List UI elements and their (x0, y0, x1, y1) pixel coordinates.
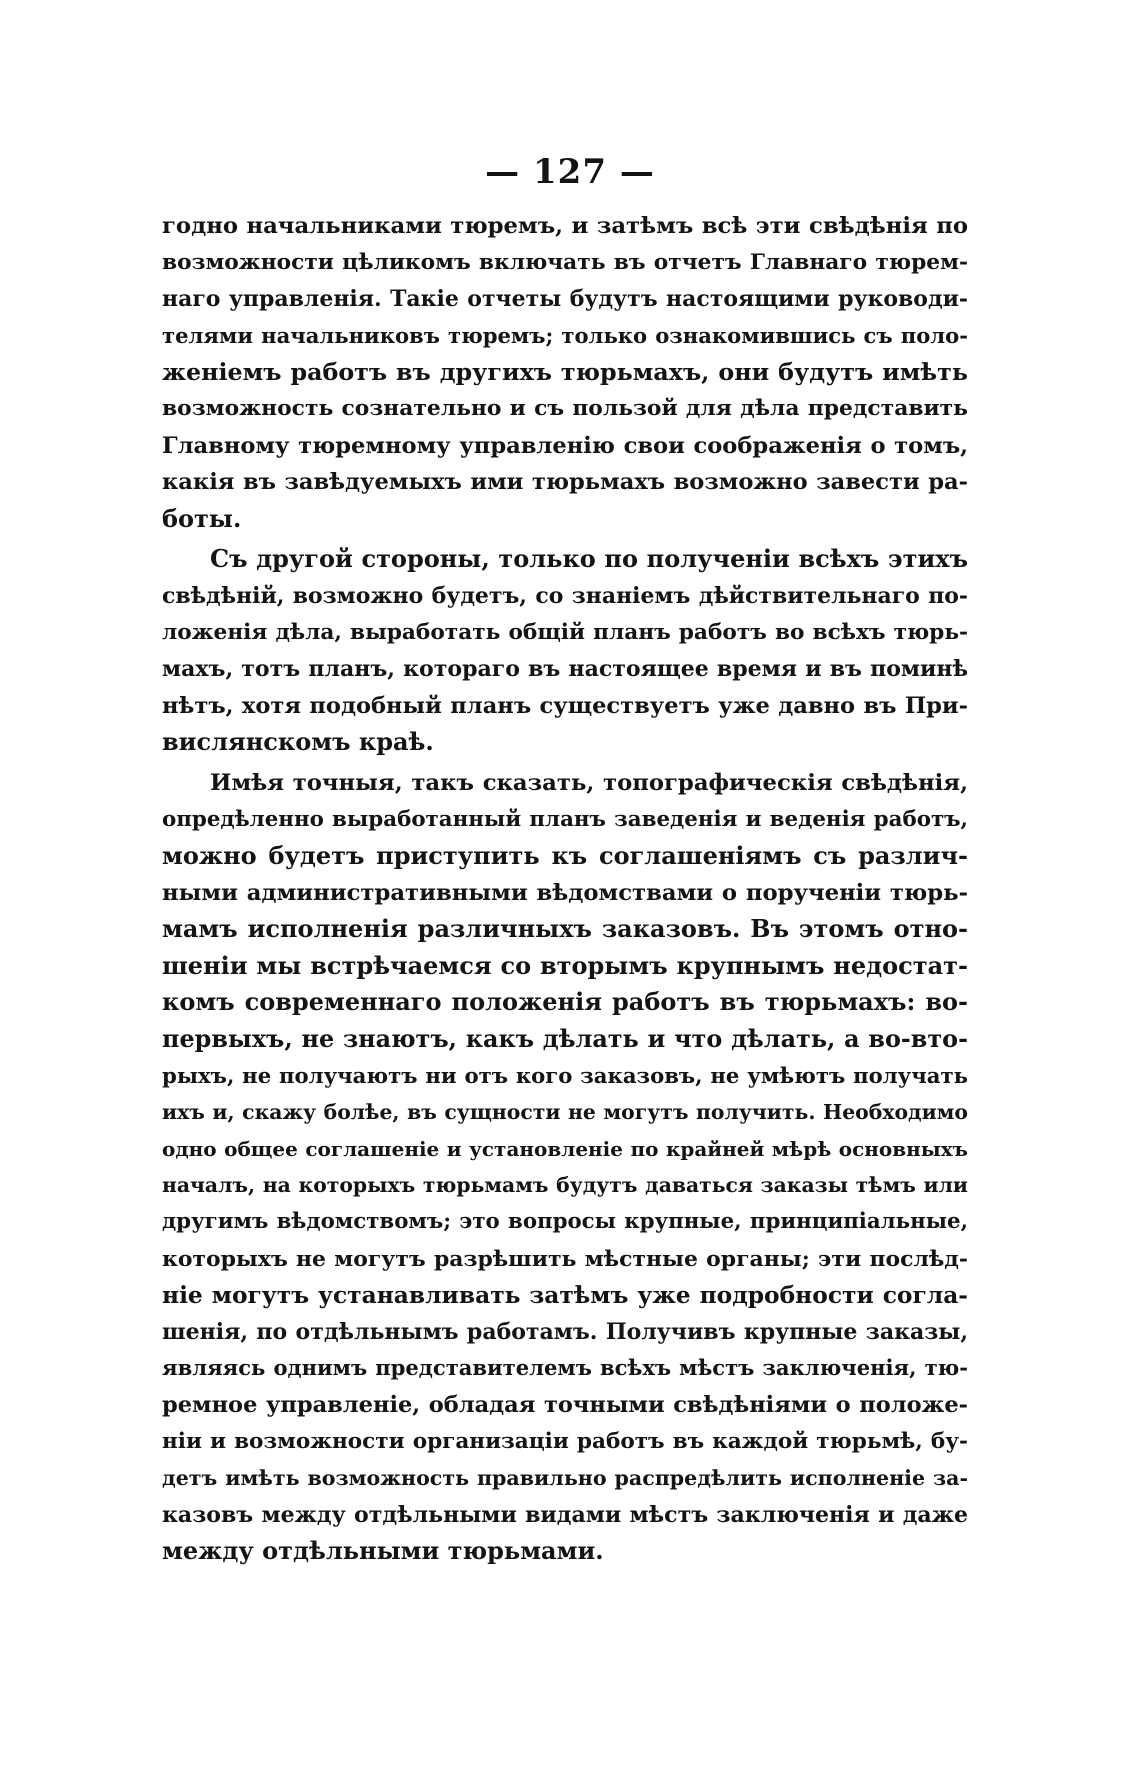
body-text (162, 208, 968, 1570)
text-line: шенія, по отдѣльнымъ работамъ. Получивъ крупные заказы, (162, 1318, 968, 1345)
text-line: женіемъ работъ въ другихъ тюрьмахъ, они будутъ имѣть (162, 358, 968, 387)
text-line: ихъ и, скажу болѣе, въ сущности не могутъ получить. Необходимо (162, 1100, 968, 1125)
text-line: одно общее соглашеніе и установленіе по крайней мѣрѣ основныхъ (162, 1136, 968, 1161)
text-line: мамъ исполненія различныхъ заказовъ. Въ этомъ отно- (162, 914, 968, 944)
text-line: нѣтъ, хотя подобный планъ существуетъ уже давно въ При- (162, 692, 968, 719)
text-line: ными административными вѣдомствами о порученіи тюрь- (162, 879, 968, 906)
text-line: Съ другой стороны, только по полученіи всѣхъ этихъ (210, 544, 968, 574)
text-line: ремное управленіе, обладая точными свѣдѣніями о положе- (162, 1392, 968, 1418)
text-line: наго управленія. Такіе отчеты будутъ настоящими руководи- (162, 286, 968, 313)
text-line: телями начальниковъ тюремъ; только ознакомившись съ поло- (162, 322, 968, 348)
text-line: между отдѣльными тюрьмами. (162, 1536, 604, 1566)
text-line: первыхъ, не знаютъ, какъ дѣлать и что дѣлать, а во-вто- (162, 1025, 968, 1054)
text-line: которыхъ не могутъ разрѣшить мѣстные органы; эти послѣд- (162, 1245, 968, 1272)
text-line: возможности цѣликомъ включать въ отчетъ Главнаго тюрем- (162, 249, 968, 275)
text-line: началъ, на которыхъ тюрьмамъ будутъ даваться заказы тѣмъ или (162, 1173, 968, 1198)
text-line: детъ имѣть возможность правильно распредѣлить исполненіе за- (162, 1466, 968, 1491)
text-line: свѣдѣній, возможно будетъ, со знаніемъ дѣйствительнаго по- (162, 582, 968, 609)
text-line: Главному тюремному управленію свои соображенія о томъ, (162, 432, 968, 459)
text-line: комъ современнаго положенія работъ въ тюрьмахъ: во- (162, 987, 968, 1017)
text-line: ложенія дѣла, выработать общій планъ работъ во всѣхъ тюрь- (162, 619, 968, 645)
text-line: являясь однимъ представителемъ всѣхъ мѣстъ заключенія, тю- (162, 1355, 968, 1381)
text-line: шеніи мы встрѣчаемся со вторымъ крупнымъ недостат- (162, 950, 968, 980)
text-line: ніе могутъ устанавливать затѣмъ уже подробности согла- (162, 1281, 968, 1310)
text-line: рыхъ, не получаютъ ни отъ кого заказовъ, не умѣютъ получать (162, 1062, 968, 1088)
text-line: опредѣленно выработанный планъ заведенія и веденія работъ, (162, 806, 968, 832)
paragraph-3 (162, 765, 968, 1570)
paragraph-2 (162, 541, 968, 761)
text-line: боты. (162, 503, 242, 533)
text-line: какія въ завѣдуемыхъ ими тюрьмахъ возможно завести ра- (162, 469, 968, 496)
text-line: другимъ вѣдомствомъ; это вопросы крупные, принципіальные, (162, 1209, 968, 1235)
text-line: возможность сознательно и съ пользой для дѣла представить (162, 395, 968, 421)
paragraph-1 (162, 208, 968, 537)
text-line: можно будетъ приступить къ соглашеніямъ съ различ- (162, 841, 968, 871)
text-line: махъ, тотъ планъ, котораго въ настоящее время и въ поминѣ (162, 656, 968, 683)
page-number: — 127 — (485, 152, 655, 192)
text-line: казовъ между отдѣльными видами мѣстъ заключенія и даже (162, 1501, 968, 1528)
text-line: Имѣя точныя, такъ сказать, топографическія свѣдѣнія, (210, 769, 968, 796)
text-line: ніи и возможности организаціи работъ въ каждой тюрьмѣ, бу- (162, 1428, 968, 1454)
text-line: годно начальниками тюремъ, и затѣмъ всѣ эти свѣдѣнія по (162, 213, 968, 239)
text-line: вислянскомъ краѣ. (162, 727, 434, 757)
